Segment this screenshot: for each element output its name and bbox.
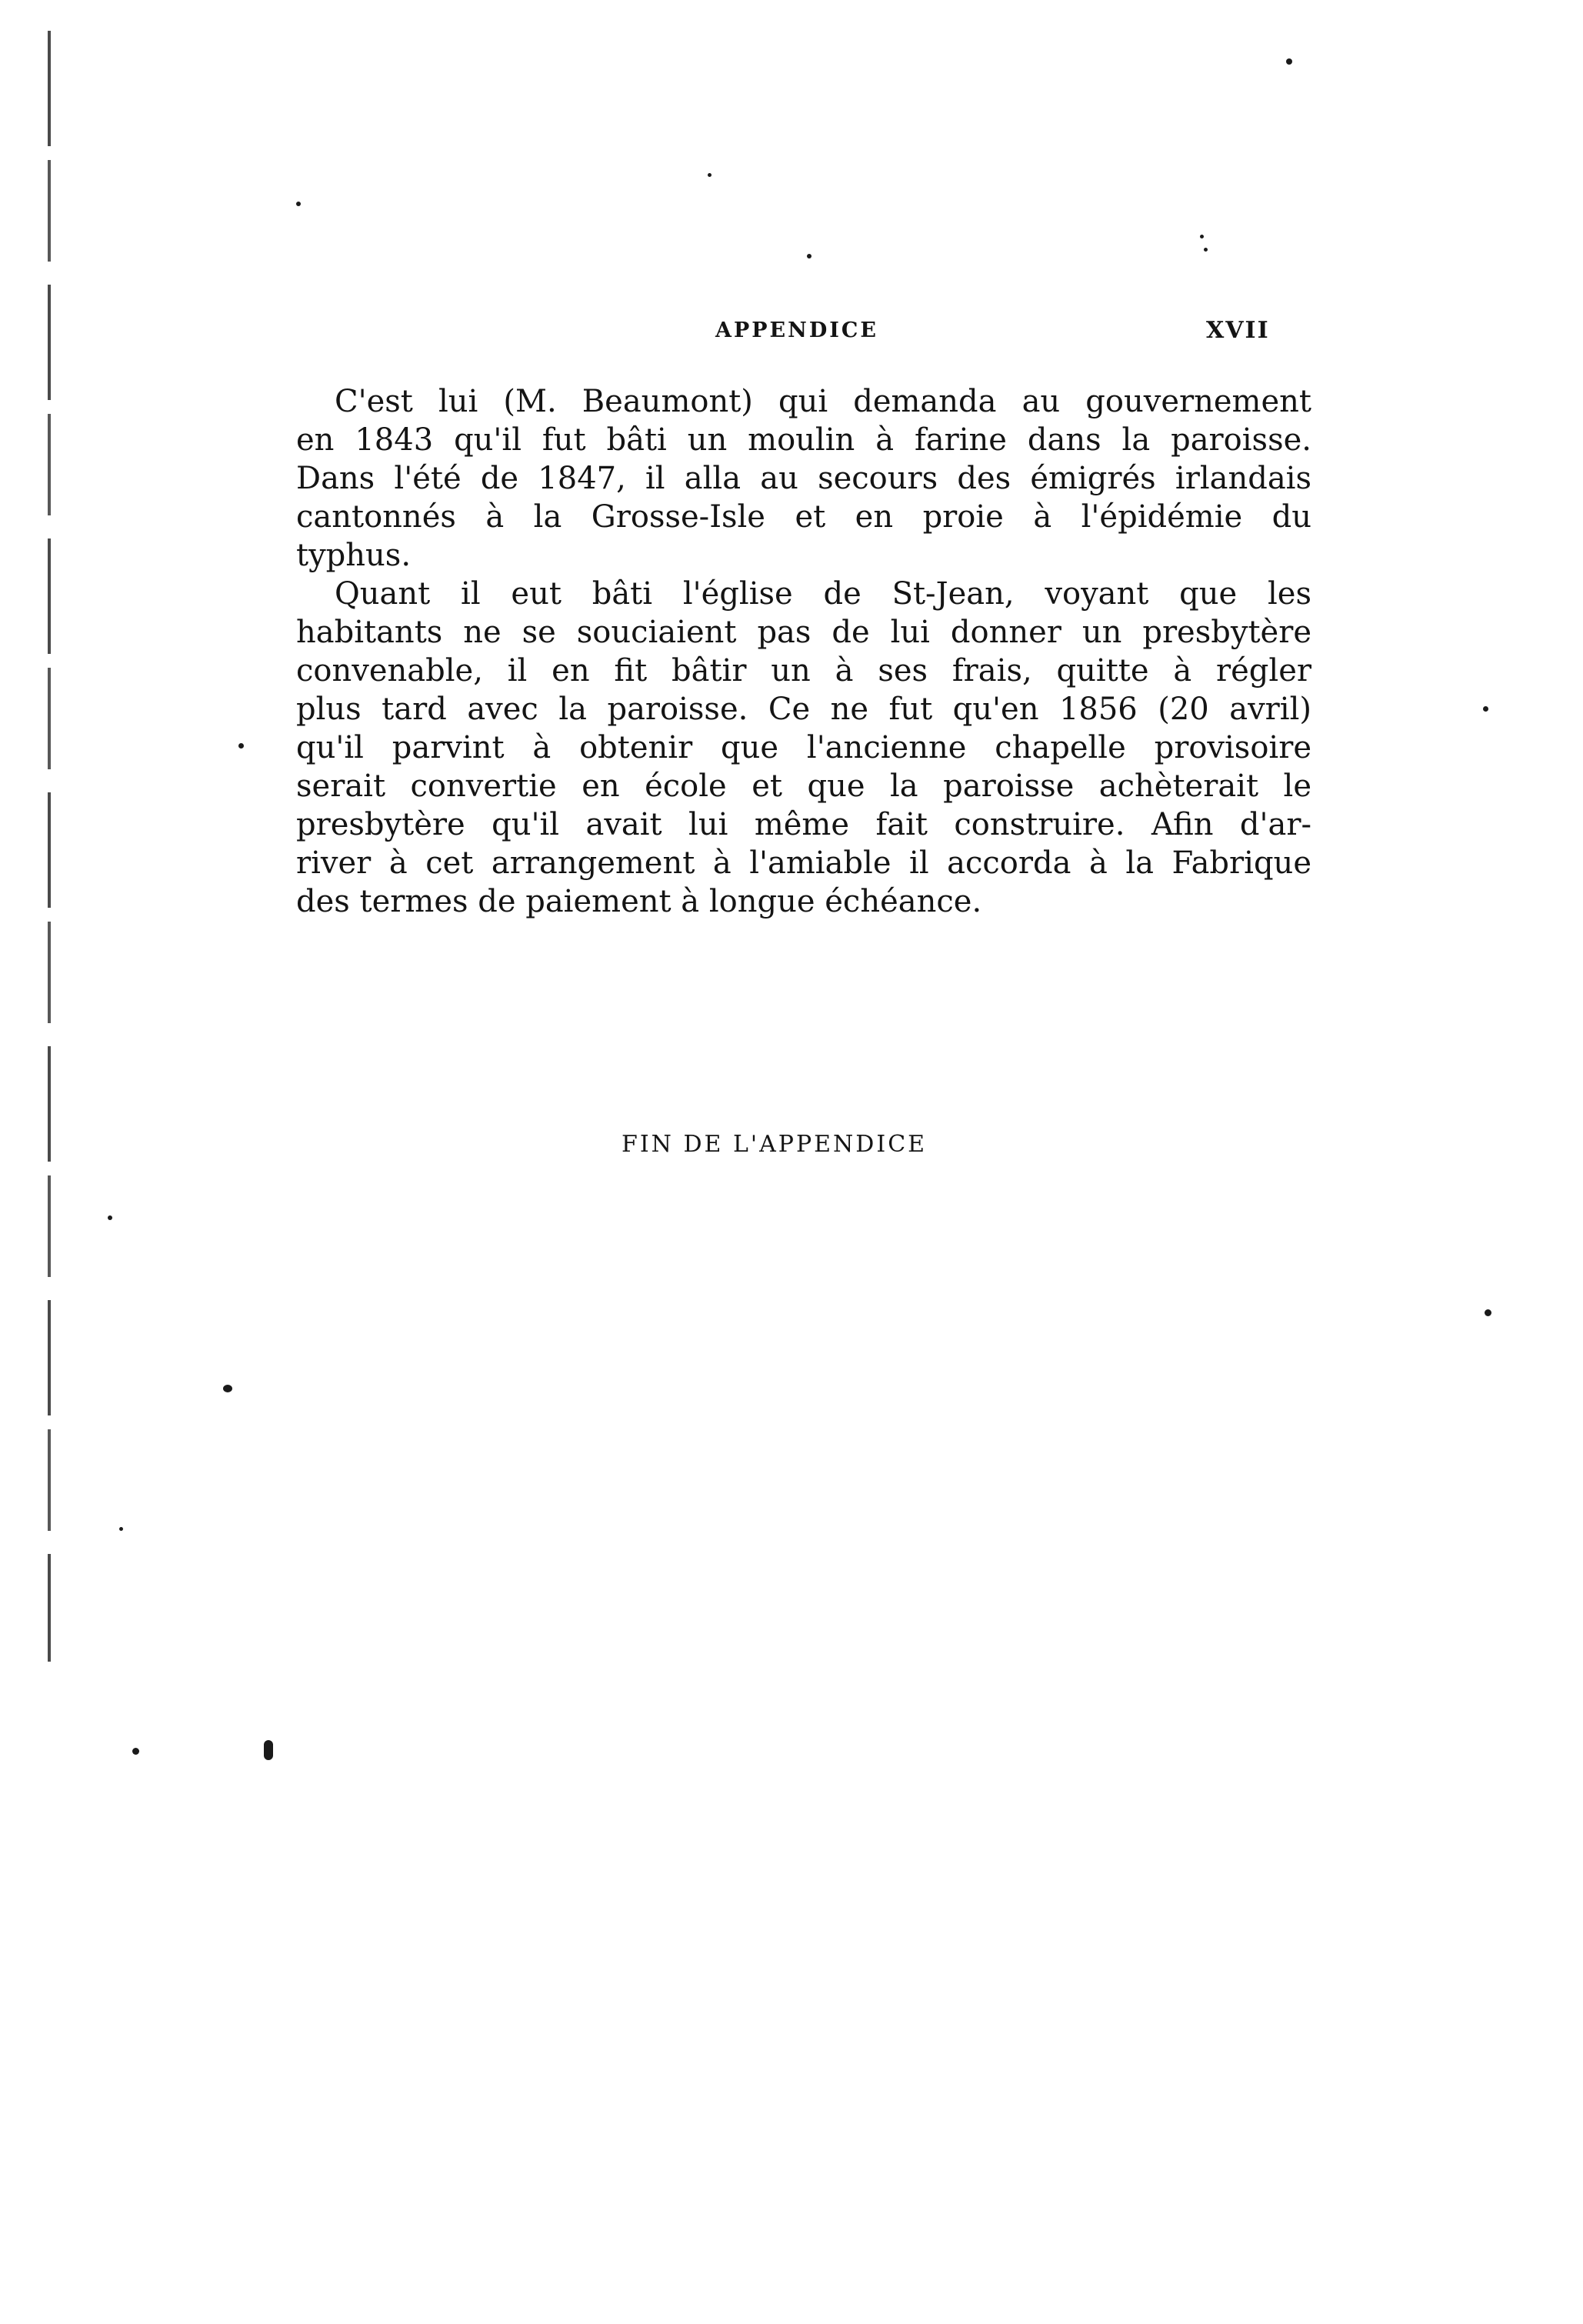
scan-speck [1204, 248, 1208, 252]
scan-speck [264, 1740, 273, 1760]
body-text [296, 382, 1311, 921]
text-line: des termes de paiement à longue échéance. [296, 884, 982, 919]
text-line: convenable, il en fit bâtir un à ses frais, quitte à régler [296, 653, 1311, 689]
scan-speck [1286, 58, 1292, 65]
scan-speck [708, 173, 712, 177]
paragraph [296, 382, 1311, 575]
scan-speck [132, 1748, 139, 1755]
text-line: Dans l'été de 1847, il alla au secours des émigrés irlandais [296, 461, 1311, 496]
text-line: C'est lui (M. Beaumont) qui demanda au gouvernement [335, 384, 1311, 419]
paragraph [296, 575, 1311, 921]
text-line: typhus. [296, 538, 412, 573]
scan-speck [1485, 1309, 1491, 1316]
scan-speck [119, 1527, 123, 1531]
text-line: en 1843 qu'il fut bâti un moulin à farine dans la paroisse. [296, 422, 1311, 458]
scan-speck [223, 1385, 232, 1392]
text-line: presbytère qu'il avait lui même fait construire. Afin d'ar- [296, 807, 1311, 842]
text-line: Quant il eut bâti l'église de St-Jean, voyant que les [335, 576, 1311, 612]
scan-speck [807, 254, 811, 258]
running-title: APPENDICE [715, 318, 878, 342]
scan-binding-edge [48, 31, 51, 1662]
text-line: river à cet arrangement à l'amiable il accorda à la Fabrique [296, 845, 1311, 881]
scan-speck [238, 743, 244, 749]
text-line: plus tard avec la paroisse. Ce ne fut qu'en 1856 (20 avril) [296, 692, 1311, 727]
text-line: habitants ne se souciaient pas de lui donner un presbytère [296, 615, 1311, 650]
text-line: qu'il parvint à obtenir que l'ancienne chapelle provisoire [296, 730, 1311, 765]
closing-line: FIN DE L'APPENDICE [622, 1131, 928, 1158]
running-head [0, 318, 1583, 349]
scan-speck [1200, 235, 1204, 238]
scan-speck [296, 202, 301, 206]
text-line: cantonnés à la Grosse-Isle et en proie à l'épidémie du [296, 499, 1311, 535]
page-number: XVII [1206, 317, 1270, 344]
scan-speck [108, 1215, 112, 1220]
text-line: serait convertie en école et que la paroisse achèterait le [296, 769, 1311, 804]
scan-speck [1483, 706, 1488, 712]
